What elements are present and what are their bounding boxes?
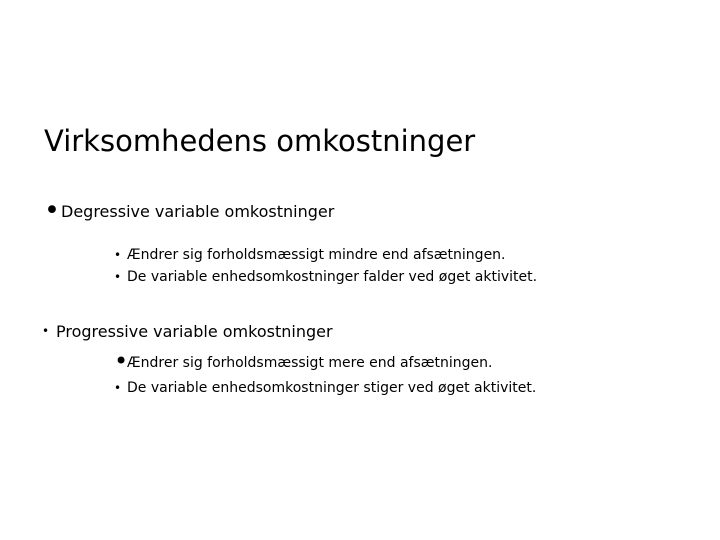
section-1-heading: Degressive variable omkostninger	[61, 202, 335, 221]
section-1-heading-row	[44, 195, 334, 226]
section-2-heading-row	[42, 320, 333, 345]
section-1-item-2-row	[114, 267, 537, 287]
slide-title: Virksomhedens omkostninger	[44, 124, 476, 158]
bullet-icon: •	[44, 195, 60, 226]
bullet-icon: •	[114, 347, 129, 375]
section-2-item-1-row	[114, 347, 492, 375]
bullet-icon: •	[114, 270, 122, 284]
section-1-item-1-row	[114, 245, 506, 265]
section-1-item-2: De variable enhedsomkostninger falder ved øget aktivitet.	[127, 269, 538, 285]
bullet-icon: •	[114, 248, 122, 262]
section-1-item-1: Ændrer sig forholdsmæssigt mindre end afsætningen.	[127, 247, 506, 263]
bullet-icon: •	[42, 324, 50, 338]
section-2-item-2-row	[114, 378, 536, 398]
section-2-item-2: De variable enhedsomkostninger stiger ved øget aktivitet.	[127, 380, 537, 396]
section-2-item-1: Ændrer sig forholdsmæssigt mere end afsætningen.	[127, 355, 493, 371]
bullet-icon: •	[114, 381, 122, 395]
section-2-heading: Progressive variable omkostninger	[56, 322, 333, 341]
